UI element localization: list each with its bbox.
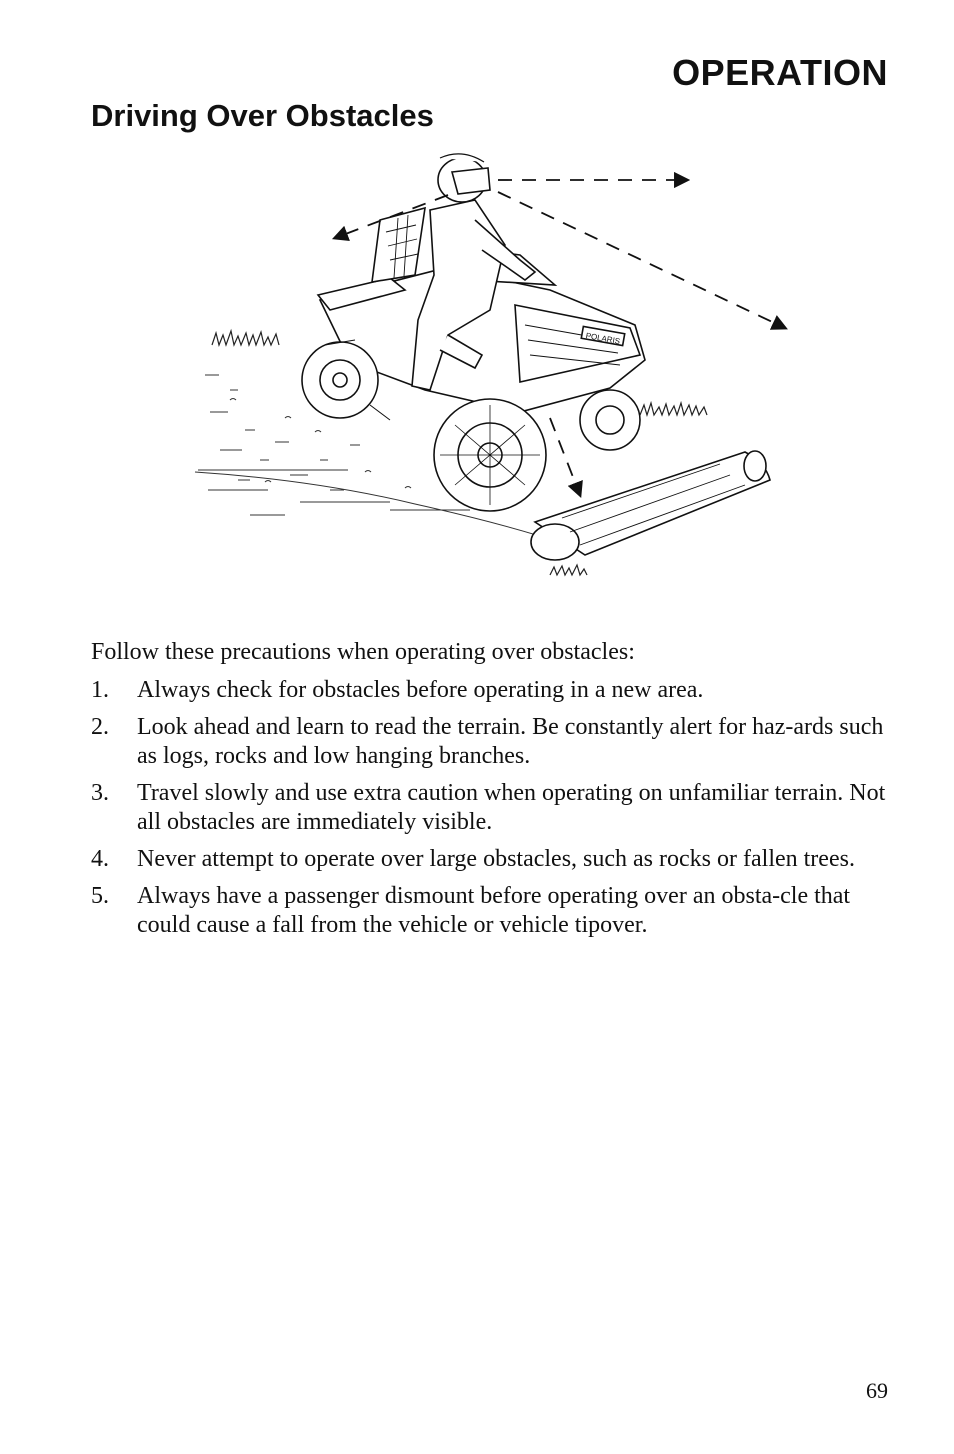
intro-text: Follow these precautions when operating over obstacles: [91, 639, 635, 665]
page-heading: Driving Over Obstacles [91, 98, 434, 133]
precautions-list [91, 676, 891, 948]
list-item-number: 4. [91, 846, 109, 872]
fallen-log [531, 451, 770, 560]
list-item-text: Travel slowly and use extra caution when operating on unfamiliar terrain. Not all obstacles are immediately visible. [137, 780, 886, 835]
vehicle-badge: POLARIS [585, 331, 621, 346]
list-item-text: Always check for obstacles before operating in a new area. [137, 677, 704, 703]
list-item-number: 5. [91, 883, 109, 909]
list-item [91, 779, 891, 837]
list-item-number: 2. [91, 714, 109, 740]
page-number: 69 [866, 1378, 888, 1403]
section-title: OPERATION [672, 52, 888, 93]
list-item [91, 845, 891, 874]
list-item-text: Always have a passenger dismount before operating over an obsta-cle that could cause a fall from the vehicle or vehicle tipover. [137, 883, 851, 938]
list-item-text: Never attempt to operate over large obstacles, such as rocks or fallen trees. [137, 846, 855, 872]
list-item-number: 3. [91, 780, 109, 806]
list-item-number: 1. [91, 677, 109, 703]
list-item-text: Look ahead and learn to read the terrain. Be constantly alert for haz-ards such as logs, rocks and low hanging branches. [137, 714, 884, 769]
list-item [91, 676, 891, 705]
list-item [91, 713, 891, 771]
list-item [91, 882, 891, 940]
atv-obstacle-illustration [190, 150, 790, 590]
